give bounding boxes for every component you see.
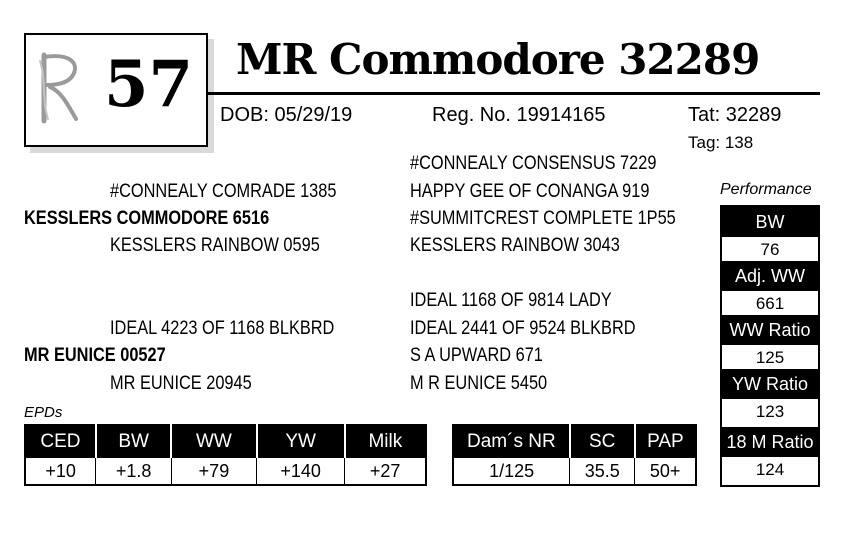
epd-value-ww: +79 (171, 458, 256, 486)
epd-header-yw: YW (257, 425, 345, 458)
epd-header-milk: Milk (345, 425, 426, 458)
dam-stats-value-sc: 35.5 (570, 458, 635, 486)
pedigree-sire-dam: KESSLERS RAINBOW 0595 (110, 235, 320, 256)
dam-stats-table (452, 424, 697, 486)
pedigree-dam-dam-dam: M R EUNICE 5450 (410, 373, 548, 394)
dam-stats-value-pap: 50+ (635, 458, 696, 486)
dam-stats-header-pap: PAP (635, 425, 696, 458)
lot-number-box (24, 33, 208, 147)
animal-name: MR Commodore 32289 (236, 35, 760, 84)
pedigree-sire-sire-sire: #CONNEALY CONSENSUS 7229 (410, 153, 657, 174)
perf-bw-label: BW (722, 207, 818, 237)
epd-table (24, 424, 427, 486)
tag-number: Tag: 138 (688, 133, 754, 152)
performance-panel (720, 205, 820, 487)
pedigree-sire-sire: #CONNEALY COMRADE 1385 (110, 181, 337, 202)
epd-header-bw: BW (96, 425, 171, 458)
perf-adj-ww-value: 661 (734, 291, 806, 315)
epd-value-row (25, 458, 426, 486)
perf-ww-ratio-label: WW Ratio (722, 315, 818, 345)
perf-yw-ratio-label: YW Ratio (722, 369, 818, 399)
pedigree-dam-sire-sire: IDEAL 1168 OF 9814 LADY (410, 290, 612, 311)
date-of-birth: DOB: 05/29/19 (220, 104, 353, 126)
pedigree-dam-sire: IDEAL 4223 OF 1168 BLKBRD (110, 318, 335, 339)
perf-18m-ratio-value: 124 (734, 457, 806, 481)
lot-number: 57 (104, 47, 194, 122)
epd-value-ced: +10 (25, 458, 96, 486)
epd-value-milk: +27 (345, 458, 426, 486)
perf-adj-ww-label: Adj. WW (722, 261, 818, 291)
pedigree-sire-dam-sire: #SUMMITCREST COMPLETE 1P55 (410, 208, 676, 229)
pedigree-dam: MR EUNICE 00527 (24, 345, 166, 366)
perf-bw-value: 76 (734, 237, 806, 261)
pedigree-dam-dam-sire: S A UPWARD 671 (410, 345, 543, 366)
perf-yw-ratio-value: 123 (734, 399, 806, 423)
logo-letter: R (36, 49, 37, 50)
epd-header-row (25, 425, 426, 458)
pedigree-sire-sire-dam: HAPPY GEE OF CONANGA 919 (410, 181, 650, 202)
epd-value-bw: +1.8 (96, 458, 171, 486)
tattoo: Tat: 32289 (688, 104, 782, 126)
pedigree-dam-dam: MR EUNICE 20945 (110, 373, 252, 394)
epds-label: EPDs (24, 404, 63, 421)
perf-18m-ratio-label: 18 M Ratio (722, 427, 818, 457)
registration-number: Reg. No. 19914165 (432, 104, 606, 126)
ranch-logo-icon (36, 49, 84, 127)
perf-ww-ratio-value: 125 (734, 345, 806, 369)
pedigree-sire: KESSLERS COMMODORE 6516 (24, 208, 270, 229)
epd-value-yw: +140 (257, 458, 345, 486)
epd-header-ced: CED (25, 425, 96, 458)
pedigree-dam-sire-dam: IDEAL 2441 OF 9524 BLKBRD (410, 318, 636, 339)
dam-stats-header-row (453, 425, 696, 458)
dam-stats-header-sc: SC (570, 425, 635, 458)
pedigree-sire-dam-dam: KESSLERS RAINBOW 3043 (410, 235, 620, 256)
title-divider (206, 92, 820, 95)
performance-label: Performance (720, 181, 812, 198)
dam-stats-value-row (453, 458, 696, 486)
epd-header-ww: WW (171, 425, 256, 458)
dam-stats-header-nr: Dam´s NR (453, 425, 570, 458)
dam-stats-value-nr: 1/125 (453, 458, 570, 486)
